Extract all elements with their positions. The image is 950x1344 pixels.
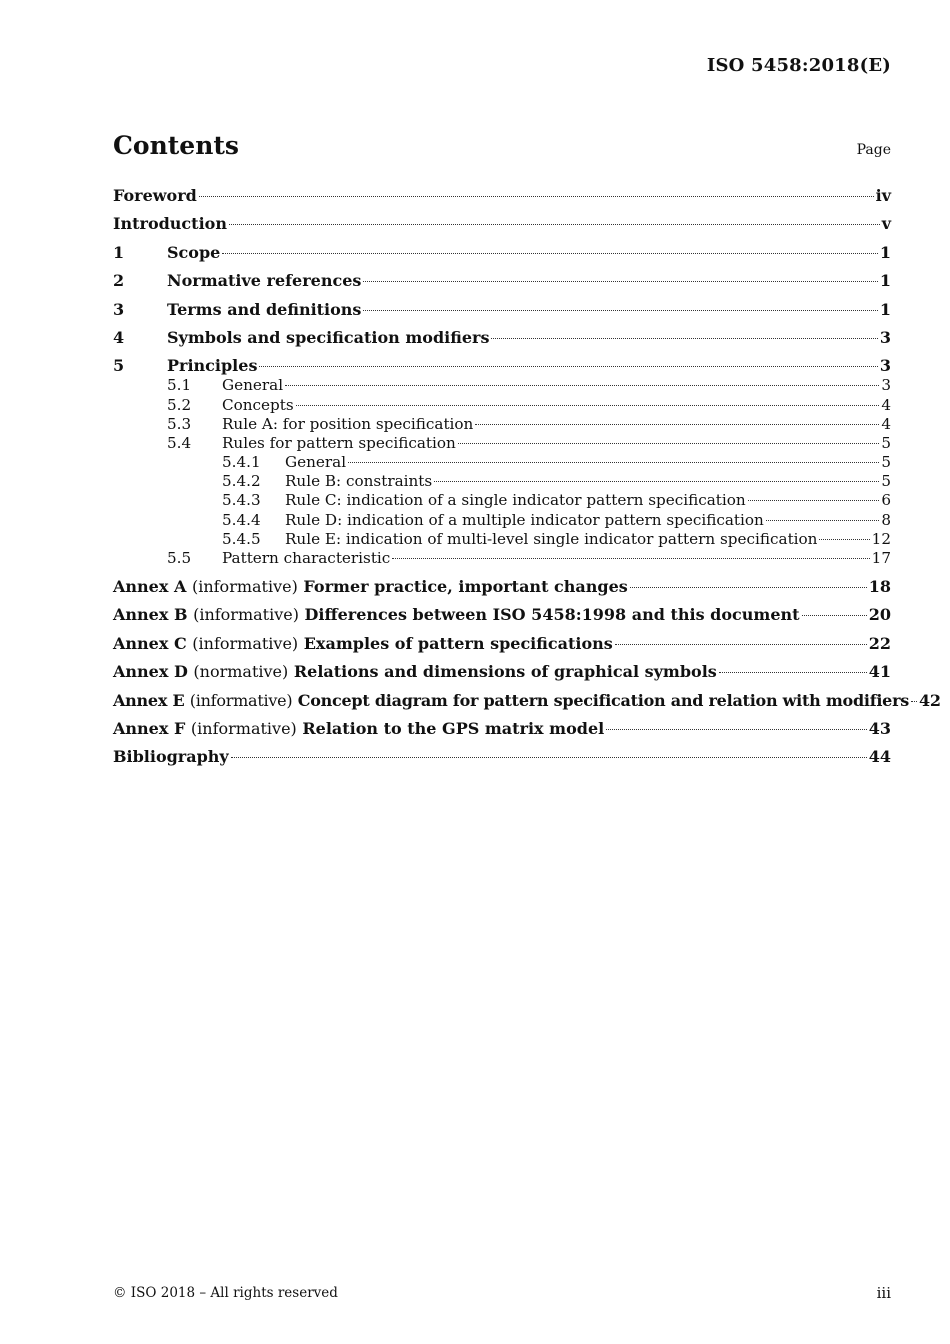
footer-page-number: iii [876, 1284, 891, 1302]
toc-title: Concepts [222, 395, 294, 414]
toc-title: Pattern characteristic [222, 549, 391, 568]
toc-title: Terms and definitions [167, 299, 362, 319]
dot-leader [231, 757, 867, 758]
toc-number: 2 [113, 271, 125, 291]
dot-leader [434, 481, 879, 482]
dot-leader [606, 729, 867, 730]
toc-title: Normative references [167, 271, 362, 291]
toc-page: 1 [879, 242, 891, 262]
footer-copyright: © ISO 2018 – All rights reserved [113, 1285, 338, 1301]
toc-entry-normative-references[interactable] [113, 271, 891, 299]
toc-page: 42 [919, 690, 941, 710]
dot-leader [296, 405, 880, 406]
annex-title: Examples of pattern specifications [303, 633, 613, 653]
toc-number: 5.1 [167, 376, 192, 395]
toc-number: 4 [113, 327, 125, 347]
annex-kind: (normative) [193, 662, 289, 682]
dot-leader [766, 520, 880, 521]
dot-leader [392, 558, 869, 559]
toc-page: 22 [868, 633, 891, 653]
document-id: ISO 5458:2018(E) [706, 55, 891, 76]
annex-kind: (informative) [189, 690, 293, 710]
toc-title [113, 577, 628, 597]
toc-page: 3 [879, 356, 891, 376]
dot-leader [819, 539, 869, 540]
toc-entry-introduction[interactable] [113, 214, 891, 242]
toc-entry-5-2-concepts[interactable] [113, 396, 891, 415]
toc-entry-annex-c[interactable] [113, 634, 891, 662]
toc-title: Rule D: indication of a multiple indicator pattern specification [285, 510, 764, 529]
annex-label: Annex C [113, 633, 187, 653]
annex-title: Relation to the GPS matrix model [302, 718, 605, 738]
table-of-contents [113, 186, 941, 776]
annex-kind: (informative) [192, 633, 299, 653]
toc-number: 5.4.2 [222, 472, 261, 491]
annex-kind: (informative) [191, 577, 298, 597]
toc-title: Rule C: indication of a single indicator pattern specification [285, 491, 746, 510]
toc-page: 4 [881, 395, 891, 414]
toc-title [113, 605, 800, 625]
dot-leader [222, 253, 878, 254]
toc-title [113, 691, 909, 711]
toc-page: 8 [881, 510, 891, 529]
annex-title: Relations and dimensions of graphical symbols [293, 662, 717, 682]
toc-entry-5-4-3-rule-c[interactable] [113, 491, 891, 510]
toc-title: Rules for pattern specification [222, 433, 456, 452]
toc-number: 5 [113, 356, 125, 376]
toc-page: 3 [881, 376, 891, 395]
dot-leader [630, 587, 867, 588]
toc-page: iv [875, 186, 891, 205]
toc-number: 5.4.5 [222, 529, 261, 548]
toc-page: 5 [881, 453, 891, 472]
toc-entry-symbols-modifiers[interactable] [113, 328, 891, 356]
dot-leader [719, 672, 867, 673]
toc-number: 5.4.4 [222, 510, 261, 529]
toc-entry-5-3-rule-a[interactable] [113, 415, 891, 434]
dot-leader [259, 366, 877, 367]
toc-page: 6 [881, 491, 891, 510]
toc-page: 44 [868, 747, 891, 767]
toc-page: 3 [879, 327, 891, 347]
annex-title: Concept diagram for pattern specification and relation with modifiers [297, 690, 910, 710]
toc-page: 5 [881, 433, 891, 452]
toc-page: 5 [881, 472, 891, 491]
toc-title: Rule B: constraints [285, 472, 433, 491]
toc-page: 4 [881, 414, 891, 433]
dot-leader [475, 424, 879, 425]
toc-number: 1 [113, 242, 125, 262]
toc-entry-annex-b[interactable] [113, 605, 891, 633]
toc-title: Rule E: indication of multi-level single indicator pattern specification [285, 529, 818, 548]
toc-number: 5.3 [167, 414, 192, 433]
annex-kind: (informative) [190, 718, 297, 738]
toc-entry-annex-e[interactable] [113, 690, 941, 719]
toc-entry-5-4-4-rule-d[interactable] [113, 511, 891, 530]
dot-leader [363, 310, 877, 311]
toc-number: 5.4 [167, 433, 192, 452]
toc-page: 17 [871, 549, 891, 568]
toc-entry-principles[interactable] [113, 356, 891, 376]
annex-label: Annex B [113, 605, 188, 625]
toc-entry-5-5-pattern-characteristic[interactable] [113, 549, 891, 577]
annex-title: Former practice, important changes [303, 577, 628, 597]
dot-leader [748, 500, 880, 501]
toc-number: 5.5 [167, 549, 192, 568]
page-title: Contents [113, 131, 240, 160]
annex-title: Differences between ISO 5458:1998 and this document [304, 605, 800, 625]
dot-leader [458, 443, 880, 444]
toc-entry-5-4-2-rule-b[interactable] [113, 472, 891, 491]
toc-number: 5.4.3 [222, 491, 261, 510]
dot-leader [229, 224, 880, 225]
toc-page: 1 [879, 271, 891, 291]
toc-entry-foreword[interactable] [113, 186, 891, 214]
toc-title: Rule A: for position specification [222, 414, 474, 433]
dot-leader [802, 615, 867, 616]
annex-label: Annex F [113, 718, 186, 738]
toc-title: General [222, 376, 284, 395]
dot-leader [285, 385, 879, 386]
annex-kind: (informative) [193, 605, 299, 625]
toc-page: 20 [868, 605, 891, 625]
toc-entry-5-4-rules-pattern[interactable] [113, 434, 891, 453]
toc-entry-5-4-1-general[interactable] [113, 453, 891, 472]
toc-entry-annex-f[interactable] [113, 719, 891, 747]
toc-title: Bibliography [113, 747, 229, 767]
toc-page: 18 [868, 577, 891, 597]
toc-page: v [881, 214, 891, 234]
toc-page: 12 [871, 529, 891, 548]
toc-entry-annex-a[interactable] [113, 577, 891, 605]
toc-title: General [285, 453, 347, 472]
annex-label: Annex E [113, 690, 185, 710]
toc-entry-scope[interactable] [113, 243, 891, 271]
toc-entry-annex-d[interactable] [113, 662, 891, 690]
toc-page: 43 [868, 718, 891, 738]
dot-leader [491, 338, 877, 339]
toc-entry-bibliography[interactable] [113, 747, 891, 775]
toc-number: 5.2 [167, 395, 192, 414]
toc-entry-5-1-general[interactable] [113, 376, 891, 395]
dot-leader [348, 462, 879, 463]
toc-title: Symbols and specification modifiers [167, 327, 490, 347]
toc-title: Principles [167, 356, 258, 376]
toc-title [113, 662, 717, 682]
toc-entry-5-4-5-rule-e[interactable] [113, 530, 891, 549]
toc-page: 41 [868, 662, 891, 682]
toc-number: 3 [113, 299, 125, 319]
page-column-label: Page [856, 142, 891, 158]
annex-label: Annex A [113, 577, 187, 597]
toc-page: 1 [879, 299, 891, 319]
toc-title: Introduction [113, 214, 227, 234]
annex-label: Annex D [113, 662, 188, 682]
toc-title [113, 634, 613, 654]
dot-leader [199, 196, 874, 197]
toc-number: 5.4.1 [222, 453, 261, 472]
toc-title: Scope [167, 242, 221, 262]
toc-title [113, 719, 604, 739]
toc-entry-terms-definitions[interactable] [113, 300, 891, 328]
toc-title: Foreword [113, 186, 197, 205]
dot-leader [615, 644, 867, 645]
dot-leader [363, 281, 877, 282]
dot-leader [911, 701, 917, 702]
